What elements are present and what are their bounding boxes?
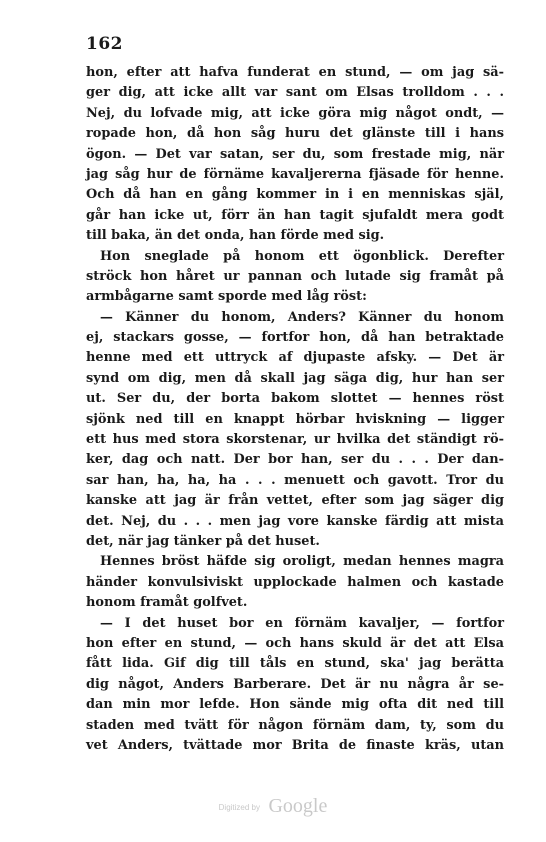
text-line: Hennes bröst häfde sig oroligt, medan hennes magra — [100, 554, 504, 570]
text-line: ej, stackars gosse, — fortfor hon, då han betraktade — [86, 330, 504, 346]
text-line: armbågarne samt sporde med låg röst: — [86, 289, 367, 305]
text-line: ker, dag och natt. Der bor han, ser du . . . Der dan- — [86, 452, 504, 468]
text-line: vet Anders, tvättade mor Brita de finaste kräs, utan — [86, 737, 504, 753]
text-line: till baka, än det onda, han förde med sig. — [86, 228, 385, 244]
text-line: dan min mor lefde. Hon sände mig ofta dit ned till — [86, 697, 504, 713]
text-line: staden med tvätt för någon förnäm dam, ty, som du — [86, 717, 504, 733]
body-text — [86, 63, 504, 756]
text-line: synd om dig, men då skall jag säga dig, hur han ser — [86, 370, 504, 386]
text-line: ropade hon, då hon såg huru det glänste till i hans — [86, 126, 504, 142]
text-line: — I det huset bor en förnäm kavaljer, — fortfor — [100, 615, 504, 631]
text-line: Hon sneglade på honom ett ögonblick. Derefter — [100, 248, 504, 264]
text-line: honom framåt golfvet. — [86, 595, 248, 611]
text-line: — Känner du honom, Anders? Känner du honom — [100, 309, 504, 325]
text-line: ut. Ser du, der borta bakom slottet — hennes röst — [86, 391, 504, 407]
text-line: sjönk ned till en knappt hörbar hviskning — ligger — [86, 411, 504, 427]
text-line: Och då han en gång kommer in i en menniskas själ, — [86, 187, 504, 203]
text-line: jag såg hur de förnäme kavaljererna fjäsade för henne. — [86, 166, 504, 182]
text-line: ströck hon håret ur pannan och lutade sig framåt på — [86, 268, 504, 284]
text-line: det, när jag tänker på det huset. — [86, 533, 320, 549]
text-line: kanske att jag är från vettet, efter som jag säger dig — [86, 493, 504, 509]
text-line: henne med ett uttryck af djupaste afsky. — Det är — [86, 350, 504, 366]
text-line: ett hus med stora skorstenar, ur hvilka det ständigt rö- — [86, 432, 504, 448]
text-line: händer konvulsiviskt upplockade halmen och kastade — [86, 574, 504, 590]
watermark-prefix: Digitized by — [218, 803, 260, 812]
text-line: det. Nej, du . . . men jag vore kanske färdig att mista — [86, 513, 504, 529]
text-line: dig något, Anders Barberare. Det är nu några år se- — [86, 676, 504, 692]
page-number: 162 — [86, 34, 123, 54]
digitized-watermark — [0, 795, 546, 818]
text-line: går han icke ut, förr än han tagit sjufaldt mera godt — [86, 207, 504, 223]
text-line: ger dig, att icke allt var sant om Elsas trolldom . . . — [86, 85, 504, 101]
text-line: fått lida. Gif dig till tåls en stund, ska' jag berätta — [86, 656, 504, 672]
text-line: ögon. — Det var satan, ser du, som frestade mig, när — [86, 146, 504, 162]
text-line: hon efter en stund, — och hans skuld är det att Elsa — [86, 635, 504, 651]
text-line: sar han, ha, ha, ha . . . menuett och gavott. Tror du — [86, 472, 504, 488]
text-line: hon, efter att hafva funderat en stund, — om jag sä- — [86, 65, 504, 80]
google-logo: Google — [268, 795, 328, 817]
text-line: Nej, du lofvade mig, att icke göra mig något ondt, — — [86, 105, 504, 121]
